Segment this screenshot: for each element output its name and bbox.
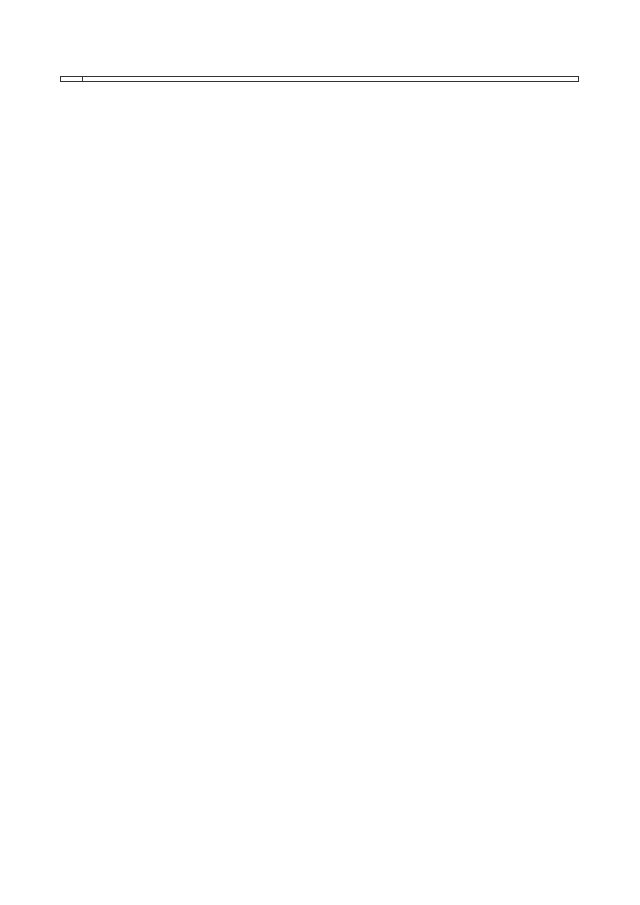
totals-row: [61, 77, 579, 82]
data-table: [60, 76, 579, 82]
section-title: [83, 77, 579, 82]
totals-label: [61, 77, 83, 82]
